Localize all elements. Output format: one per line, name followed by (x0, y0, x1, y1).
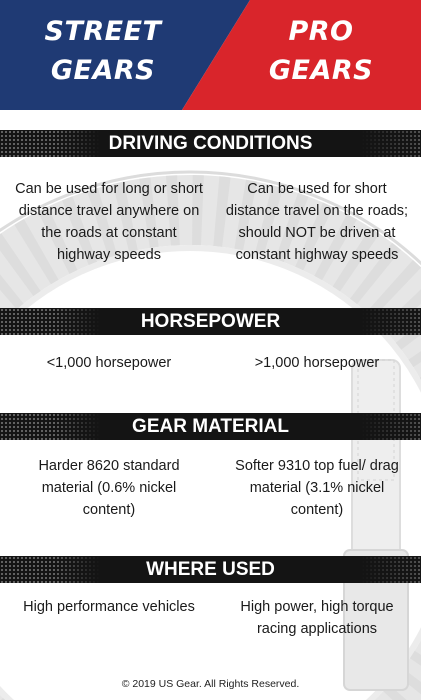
street-driving-conditions: Can be used for long or short distance travel anywhere on the roads at constant highway speeds (15, 181, 203, 263)
comparison-content (0, 110, 421, 700)
section-bar-horsepower (0, 308, 421, 335)
header-banner (0, 0, 421, 110)
pro-driving-conditions: Can be used for short distance travel on the roads; should NOT be driven at constant highway speeds (225, 181, 409, 263)
copyright-notice: © 2019 US Gear. All Rights Reserved. (121, 678, 300, 690)
street-where-used: High performance vehicles (23, 599, 195, 615)
section-title-driving-conditions: DRIVING CONDITIONS (101, 130, 321, 157)
pro-horsepower: >1,000 horsepower (254, 355, 380, 371)
pro-gears-title: PRO GEARS (268, 16, 374, 86)
pro-where-used: High power, high torque racing applications (240, 599, 394, 637)
section-bar-where-used (0, 556, 421, 583)
section-title-horsepower: HORSEPOWER (133, 308, 288, 335)
section-title-where-used: WHERE USED (138, 556, 283, 583)
pro-gear-material: Softer 9310 top fuel/ drag material (3.1% nickel content) (235, 458, 399, 518)
street-horsepower: <1,000 horsepower (46, 355, 172, 371)
street-gear-material: Harder 8620 standard material (0.6% nickel content) (38, 458, 180, 518)
section-title-gear-material: GEAR MATERIAL (124, 413, 297, 440)
section-bar-driving-conditions (0, 130, 421, 157)
street-gears-title: STREET GEARS (44, 16, 162, 86)
section-bar-gear-material (0, 413, 421, 440)
